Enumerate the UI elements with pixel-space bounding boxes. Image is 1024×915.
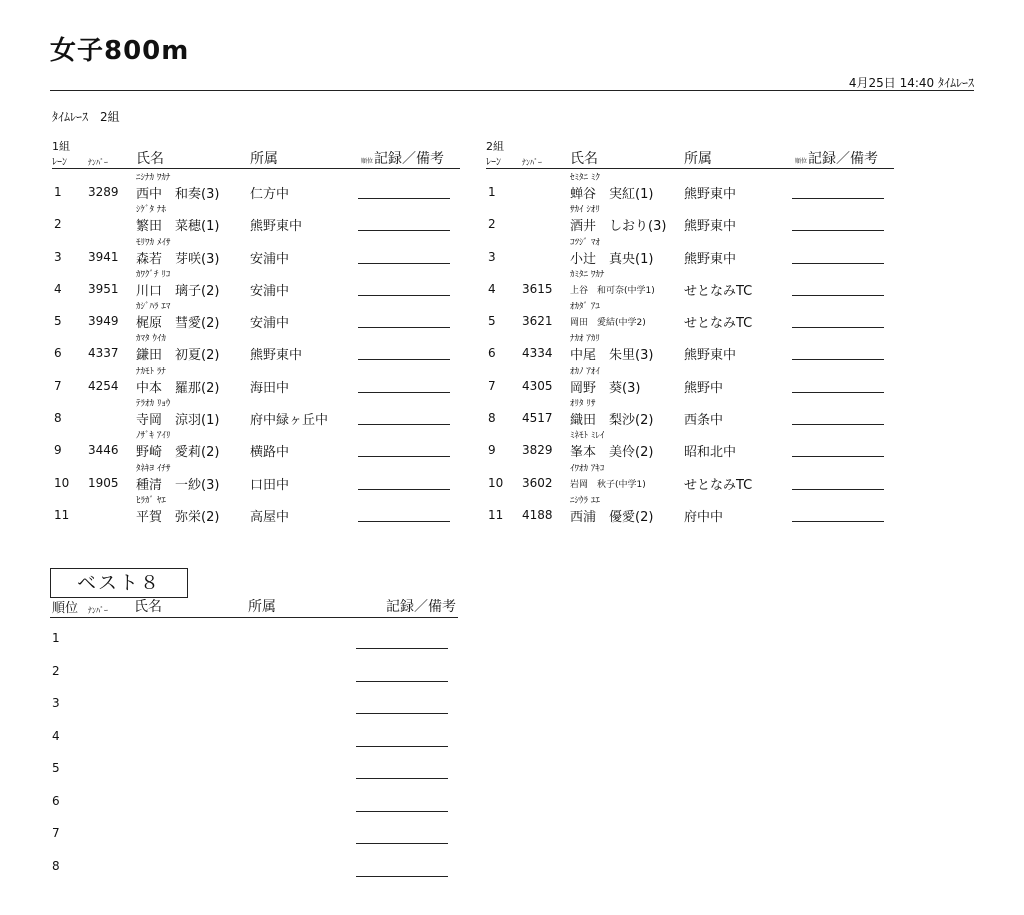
athlete-name: 岡田 愛結(中学2): [570, 318, 646, 329]
lane-number: 10: [54, 475, 70, 490]
athlete-team: 熊野東中: [684, 219, 737, 235]
athlete-name: 西浦 優愛(2): [570, 509, 654, 525]
lane-number: 4: [54, 281, 62, 296]
page-title: 女子800m: [50, 36, 190, 66]
lane-number: 11: [488, 507, 504, 522]
bib-number: 3289: [88, 185, 119, 199]
record-blank-line: [792, 424, 884, 425]
bib-number: 4334: [522, 346, 553, 361]
bib-number: 3621: [522, 314, 553, 329]
lane-number: 9: [54, 443, 62, 458]
bib-number: 4254: [88, 378, 119, 393]
lane-number: 3: [54, 249, 62, 264]
header-rule: [50, 90, 974, 91]
table-row: [52, 395, 482, 427]
lane-number: 6: [488, 346, 496, 361]
best8-position: 4: [52, 728, 60, 743]
bib-number: 3615: [522, 281, 553, 296]
athlete-name: 平賀 弥栄(2): [136, 509, 220, 525]
table-row: [486, 330, 916, 362]
record-blank-line: [356, 746, 448, 747]
bib-number: 3446: [88, 443, 119, 458]
record-blank-line: [358, 521, 450, 522]
table-row: [486, 460, 916, 492]
bib-number: 4517: [522, 411, 553, 426]
best8-row: [50, 750, 470, 783]
heat-table-2: [486, 138, 916, 524]
athlete-name: 種清 一紗(3): [136, 477, 220, 493]
athlete-name: 織田 梨沙(2): [570, 413, 654, 429]
athlete-kana: ｺﾂｼﾞ ﾏｵ: [570, 237, 600, 248]
table-row: [52, 169, 482, 201]
best8-position: 6: [52, 793, 60, 808]
record-blank-line: [358, 359, 450, 360]
athlete-team: 仁方中: [250, 187, 290, 202]
record-blank-line: [358, 456, 450, 457]
best8-position: 5: [52, 761, 60, 775]
athlete-kana: ｶﾐﾀﾆ ﾜｶﾅ: [570, 269, 605, 280]
athlete-name: 川口 璃子(2): [136, 283, 220, 299]
lane-number: 7: [488, 378, 496, 393]
athlete-name: 上谷 和可奈(中学1): [570, 285, 655, 296]
record-blank-line: [792, 198, 884, 199]
bib-number: 3602: [522, 475, 553, 490]
bib-number: 4337: [88, 346, 119, 361]
athlete-kana: ﾐﾈﾓﾄ ﾐﾚｲ: [570, 431, 605, 442]
athlete-team: 府中緑ヶ丘中: [250, 413, 329, 429]
best8-rank-header: 順位: [52, 601, 79, 616]
athlete-name: 峯本 美伶(2): [570, 445, 654, 461]
record-blank-line: [356, 778, 448, 779]
athlete-team: せとなみTC: [684, 316, 753, 332]
record-blank-line: [792, 456, 884, 457]
record-blank-line: [792, 359, 884, 360]
record-blank-line: [792, 295, 884, 296]
record-blank-line: [792, 489, 884, 490]
table-row: [52, 492, 482, 524]
table-row: [52, 234, 482, 266]
table-row: [486, 395, 916, 427]
bib-number: 4305: [522, 378, 553, 393]
athlete-team: 熊野東中: [684, 348, 737, 364]
athlete-name: 野崎 愛莉(2): [136, 445, 220, 461]
lane-number: 8: [488, 411, 496, 426]
athlete-team: 熊野東中: [250, 219, 303, 235]
athlete-kana: ｵｶﾀﾞ ｱﾕ: [570, 302, 600, 313]
number-header: ﾅﾝﾊﾞｰ: [88, 158, 108, 167]
record-blank-line: [358, 392, 450, 393]
heat-label: 1組: [52, 140, 70, 153]
heat-label: 2組: [486, 140, 504, 153]
record-blank-line: [358, 295, 450, 296]
best8-position: 1: [52, 631, 60, 645]
record-blank-line: [792, 521, 884, 522]
record-header: 記録／備考: [374, 151, 444, 167]
best8-label: ベスト８: [50, 568, 188, 598]
lane-number: 2: [54, 217, 62, 232]
record-blank-line: [792, 327, 884, 328]
athlete-team: 府中中: [684, 509, 724, 525]
athlete-kana: ﾉｻﾞｷ ｱｲﾘ: [136, 431, 171, 442]
lane-number: 8: [54, 411, 62, 426]
best8-row: [50, 685, 470, 718]
athlete-team: せとなみTC: [684, 477, 753, 493]
athlete-name: 酒井 しおり(3): [570, 219, 667, 235]
athlete-name: 岡野 葵(3): [570, 380, 641, 396]
bib-number: 3951: [88, 281, 119, 296]
heat-header: [486, 152, 916, 168]
team-header: 所属: [684, 151, 712, 167]
athlete-team: 熊野東中: [684, 187, 737, 202]
athlete-team: 熊野東中: [684, 251, 737, 267]
best8-record-header: 記録／備考: [386, 599, 456, 615]
best8-row: [50, 783, 470, 816]
table-row: [486, 201, 916, 233]
lane-number: 7: [54, 378, 62, 393]
record-blank-line: [358, 198, 450, 199]
round-label: ﾀｲﾑﾚｰｽ 2組: [52, 110, 120, 124]
lane-number: 2: [488, 217, 496, 232]
best8-header-rule: [50, 617, 458, 618]
bib-number: 3949: [88, 314, 119, 329]
athlete-team: 熊野東中: [250, 348, 303, 364]
lane-number: 1: [488, 185, 496, 199]
athlete-team: 安浦中: [250, 251, 290, 267]
table-row: [52, 298, 482, 330]
best8-team-header: 所属: [248, 599, 276, 615]
athlete-name: 小辻 真央(1): [570, 251, 654, 267]
record-blank-line: [358, 489, 450, 490]
record-blank-line: [792, 230, 884, 231]
athlete-name: 中尾 朱里(3): [570, 348, 654, 364]
rank-header: 順位: [795, 158, 808, 165]
athlete-kana: ﾆｼｳﾗ ﾕｴ: [570, 495, 600, 506]
athlete-kana: ｵｶﾉ ｱｵｲ: [570, 366, 600, 377]
heat-table-1: [52, 138, 482, 524]
athlete-kana: ｼｹﾞﾀ ﾅﾎ: [136, 205, 166, 216]
athlete-team: 高屋中: [250, 509, 290, 525]
best8-name-header: 氏名: [134, 599, 162, 615]
record-blank-line: [792, 263, 884, 264]
athlete-kana: ｾﾐﾀﾆ ﾐｸ: [570, 173, 600, 183]
best8-row: [50, 848, 470, 881]
best8-row: [50, 815, 470, 848]
athlete-name: 岩岡 秋子(中学1): [570, 479, 646, 490]
record-blank-line: [358, 327, 450, 328]
athlete-kana: ｲﾜｵｶ ｱｷｺ: [570, 463, 605, 474]
athlete-team: 熊野中: [684, 380, 724, 396]
name-header: 氏名: [570, 151, 598, 167]
athlete-team: 海田中: [250, 380, 290, 396]
heat-header: [52, 152, 482, 168]
athlete-kana: ﾅｶﾓﾄ ﾗﾅ: [136, 366, 166, 377]
athlete-name: 中本 羅那(2): [136, 380, 220, 396]
athlete-kana: ﾓﾘﾜｶ ﾒｲｻ: [136, 237, 171, 248]
record-blank-line: [356, 843, 448, 844]
record-blank-line: [358, 230, 450, 231]
lane-number: 4: [488, 281, 496, 296]
table-row: [52, 363, 482, 395]
best8-row: [50, 620, 470, 653]
best8-position: 7: [52, 826, 60, 840]
record-blank-line: [356, 681, 448, 682]
lane-number: 3: [488, 249, 496, 264]
athlete-name: 寺岡 涼羽(1): [136, 413, 220, 429]
record-blank-line: [356, 811, 448, 812]
athlete-kana: ｻｶｲ ｼｵﾘ: [570, 205, 600, 216]
table-row: [52, 330, 482, 362]
athlete-kana: ﾆｼﾅｶ ﾜｶﾅ: [136, 173, 171, 183]
record-blank-line: [356, 648, 448, 649]
bib-number: 3941: [88, 249, 119, 264]
table-row: [486, 266, 916, 298]
athlete-team: 横路中: [250, 445, 290, 461]
athlete-name: 梶原 彗愛(2): [136, 316, 220, 332]
athlete-team: 安浦中: [250, 283, 290, 299]
athlete-team: 口田中: [250, 477, 290, 493]
event-datetime: 4月25日 14:40 ﾀｲﾑﾚｰｽ: [848, 76, 974, 90]
team-header: 所属: [250, 151, 278, 167]
athlete-name: 繁田 菜穂(1): [136, 219, 220, 235]
table-row: [52, 266, 482, 298]
record-blank-line: [358, 263, 450, 264]
best8-header: [50, 598, 470, 616]
athlete-team: 安浦中: [250, 316, 290, 332]
athlete-name: 森若 芽咲(3): [136, 251, 220, 267]
best8-position: 8: [52, 858, 60, 873]
athlete-kana: ｶｼﾞﾊﾗ ｴﾏ: [136, 302, 171, 313]
athlete-kana: ｶﾜｸﾞﾁ ﾘｺ: [136, 269, 171, 280]
heat-rows: [52, 169, 482, 524]
lane-number: 10: [488, 475, 504, 490]
athlete-team: 西条中: [684, 413, 724, 429]
table-row: [486, 169, 916, 201]
rank-header: 順位: [361, 158, 374, 165]
lane-number: 1: [54, 185, 62, 199]
athlete-name: 蝉谷 実紅(1): [570, 187, 654, 202]
athlete-kana: ﾋﾗｶﾞ ﾔｴ: [136, 495, 166, 506]
lane-number: 9: [488, 443, 496, 458]
athlete-kana: ﾅｶｵ ｱｶﾘ: [570, 334, 600, 345]
name-header: 氏名: [136, 151, 164, 167]
record-header: 記録／備考: [808, 151, 878, 167]
record-blank-line: [792, 392, 884, 393]
number-header: ﾅﾝﾊﾞｰ: [522, 158, 542, 167]
best8-row: [50, 653, 470, 686]
athlete-team: 昭和北中: [684, 445, 737, 461]
athlete-name: 鎌田 初夏(2): [136, 348, 220, 364]
athlete-kana: ﾀﾈｷﾖ ｲﾁｻ: [136, 463, 171, 474]
lane-number: 6: [54, 346, 62, 361]
table-row: [52, 427, 482, 459]
record-blank-line: [356, 713, 448, 714]
athlete-name: 西中 和奏(3): [136, 187, 220, 202]
record-blank-line: [358, 424, 450, 425]
bib-number: 1905: [88, 475, 119, 490]
record-blank-line: [356, 876, 448, 877]
best8-position: 3: [52, 696, 60, 710]
athlete-team: せとなみTC: [684, 283, 753, 299]
table-row: [486, 427, 916, 459]
heat-rows: [486, 169, 916, 524]
best8-rows: [50, 620, 470, 880]
table-row: [52, 460, 482, 492]
lane-header: ﾚｰﾝ: [52, 157, 67, 168]
table-row: [486, 298, 916, 330]
table-row: [486, 234, 916, 266]
best8-number-header: ﾅﾝﾊﾞｰ: [88, 606, 108, 615]
lane-header: ﾚｰﾝ: [486, 157, 501, 168]
table-row: [486, 492, 916, 524]
lane-number: 11: [54, 507, 70, 522]
bib-number: 4188: [522, 507, 553, 522]
table-row: [486, 363, 916, 395]
table-row: [52, 201, 482, 233]
athlete-kana: ｵﾘﾀ ﾘｻ: [570, 399, 596, 410]
bib-number: 3829: [522, 443, 553, 458]
athlete-kana: ｶﾏﾀ ｳｲｶ: [136, 334, 166, 345]
lane-number: 5: [488, 314, 496, 329]
best8-position: 2: [52, 663, 60, 678]
lane-number: 5: [54, 314, 62, 329]
athlete-kana: ﾃﾗｵｶ ﾘｮｳ: [136, 399, 171, 410]
best8-row: [50, 718, 470, 751]
